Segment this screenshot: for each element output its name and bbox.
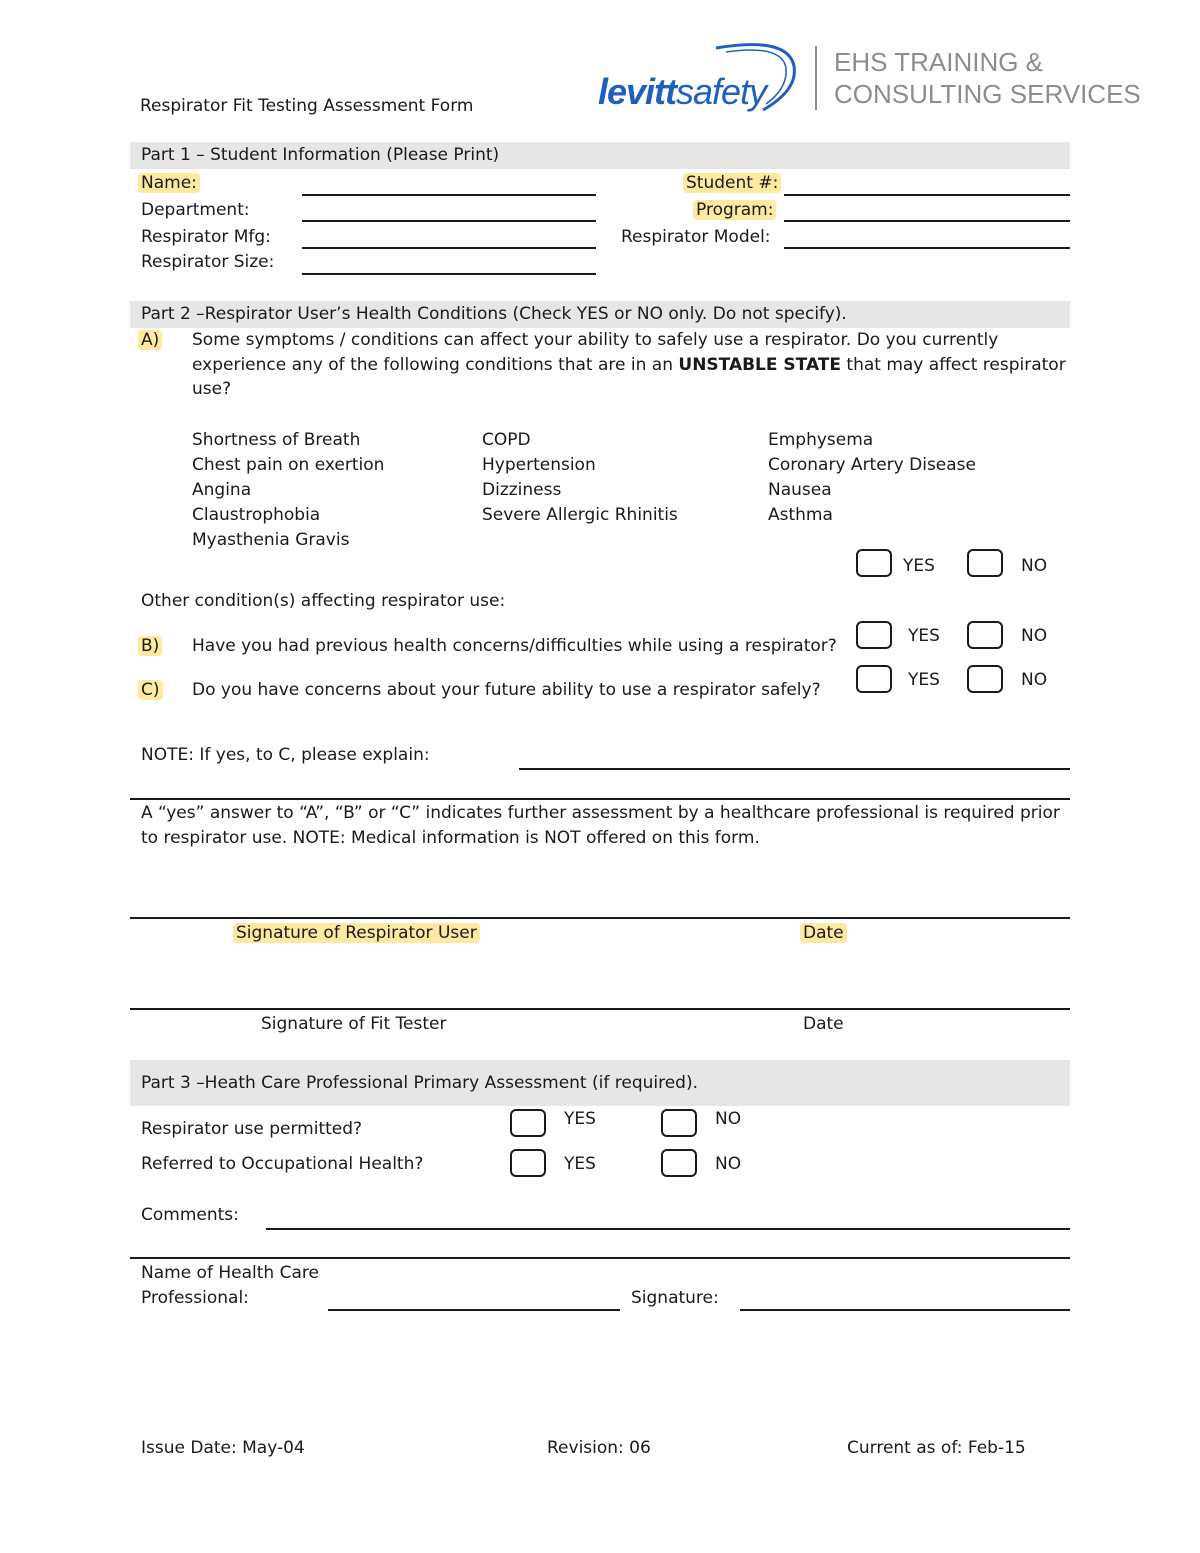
part3-heading: Part 3 –Heath Care Professional Primary Assessment (if required).	[141, 1073, 699, 1093]
note-explain-label: NOTE: If yes, to C, please explain:	[141, 745, 430, 765]
condition-item: Myasthenia Gravis	[192, 530, 350, 550]
question-c-no-checkbox[interactable]	[967, 665, 1003, 693]
program-label: Program:	[696, 199, 776, 221]
question-c-yes-checkbox[interactable]	[856, 665, 892, 693]
logo-brand-light: safety	[676, 71, 767, 112]
condition-item: Asthma	[768, 505, 833, 525]
question-a-line3: use?	[192, 379, 232, 399]
levitt-safety-logo	[598, 38, 803, 118]
student-number-label: Student #:	[686, 172, 781, 194]
form-title: Respirator Fit Testing Assessment Form	[140, 96, 474, 116]
respirator-user-signature-line[interactable]	[130, 917, 1070, 919]
question-c-text: Do you have concerns about your future ability to use a respirator safely?	[192, 680, 821, 700]
yes-label: YES	[908, 626, 940, 646]
permitted-yes-checkbox[interactable]	[510, 1109, 546, 1137]
condition-item: Dizziness	[482, 480, 562, 500]
logo-divider	[815, 46, 817, 110]
fit-tester-date-label: Date	[803, 1014, 844, 1034]
respirator-size-label: Respirator Size:	[141, 252, 275, 272]
respirator-mfg-field[interactable]	[302, 247, 596, 249]
question-a-no-checkbox[interactable]	[967, 549, 1003, 577]
question-a-line1: Some symptoms / conditions can affect your ability to safely use a respirator. Do you currently	[192, 330, 999, 350]
condition-item: Hypertension	[482, 455, 596, 475]
hcp-name-label-line2: Professional:	[141, 1288, 249, 1308]
comments-field[interactable]	[266, 1228, 1070, 1230]
condition-item: Nausea	[768, 480, 832, 500]
part1-heading: Part 1 – Student Information (Please Print)	[141, 145, 500, 165]
yes-answer-note-line2: to respirator use. NOTE: Medical information is NOT offered on this form.	[141, 828, 760, 848]
department-label: Department:	[141, 200, 250, 220]
no-label: NO	[715, 1109, 742, 1129]
other-conditions-label: Other condition(s) affecting respirator use:	[141, 591, 506, 611]
referred-label: Referred to Occupational Health?	[141, 1154, 424, 1174]
no-label: NO	[1021, 556, 1048, 576]
question-c-label: C)	[141, 679, 163, 701]
question-b-no-checkbox[interactable]	[967, 621, 1003, 649]
question-b-yes-checkbox[interactable]	[856, 621, 892, 649]
referred-yes-checkbox[interactable]	[510, 1149, 546, 1177]
fit-tester-signature-line[interactable]	[130, 1008, 1070, 1010]
respirator-user-date-label: Date	[803, 922, 847, 944]
respirator-mfg-label: Respirator Mfg:	[141, 227, 271, 247]
hcp-signature-field[interactable]	[740, 1309, 1070, 1311]
hcp-name-label-line1: Name of Health Care	[141, 1263, 319, 1283]
yes-label: YES	[908, 670, 940, 690]
condition-item: Emphysema	[768, 430, 874, 450]
no-label: NO	[1021, 626, 1048, 646]
current-as-of: Current as of: Feb-15	[847, 1438, 1026, 1458]
name-field[interactable]	[302, 194, 596, 196]
fit-tester-signature-label: Signature of Fit Tester	[261, 1014, 447, 1034]
hcp-name-field[interactable]	[328, 1309, 620, 1311]
hcp-signature-label: Signature:	[631, 1288, 719, 1308]
program-field[interactable]	[784, 220, 1070, 222]
respirator-size-field[interactable]	[302, 273, 596, 275]
revision: Revision: 06	[547, 1438, 651, 1458]
condition-item: Coronary Artery Disease	[768, 455, 976, 475]
no-label: NO	[715, 1154, 742, 1174]
condition-item: COPD	[482, 430, 531, 450]
logo-tagline-2: CONSULTING SERVICES	[834, 79, 1141, 109]
permitted-no-checkbox[interactable]	[661, 1109, 697, 1137]
respirator-permitted-label: Respirator use permitted?	[141, 1119, 363, 1139]
yes-label: YES	[903, 556, 935, 576]
respirator-model-label: Respirator Model:	[621, 227, 771, 247]
referred-no-checkbox[interactable]	[661, 1149, 697, 1177]
note-explain-field[interactable]	[519, 768, 1070, 770]
condition-item: Chest pain on exertion	[192, 455, 385, 475]
divider	[130, 798, 1070, 800]
respirator-model-field[interactable]	[784, 247, 1070, 249]
logo-tagline-1: EHS TRAINING &	[834, 47, 1044, 77]
yes-answer-note-line1: A “yes” answer to “A”, “B” or “C” indicates further assessment by a healthcare professional is required prior	[141, 803, 1060, 823]
student-number-field[interactable]	[784, 194, 1070, 196]
name-label: Name:	[141, 172, 200, 194]
yes-label: YES	[564, 1154, 596, 1174]
part2-heading: Part 2 –Respirator User’s Health Conditions (Check YES or NO only. Do not specify).	[141, 304, 847, 324]
comments-label: Comments:	[141, 1205, 239, 1225]
condition-item: Severe Allergic Rhinitis	[482, 505, 678, 525]
question-a-yes-checkbox[interactable]	[856, 549, 892, 577]
no-label: NO	[1021, 670, 1048, 690]
question-a-label: A)	[141, 329, 162, 351]
condition-item: Angina	[192, 480, 252, 500]
condition-item: Shortness of Breath	[192, 430, 361, 450]
question-b-label: B)	[141, 635, 162, 657]
question-b-text: Have you had previous health concerns/difficulties while using a respirator?	[192, 636, 837, 656]
yes-label: YES	[564, 1109, 596, 1129]
respirator-user-signature-label: Signature of Respirator User	[236, 922, 480, 944]
question-a-line2: experience any of the following conditions that are in an UNSTABLE STATE that may affect respirator	[192, 355, 1066, 375]
department-field[interactable]	[302, 220, 596, 222]
condition-item: Claustrophobia	[192, 505, 321, 525]
divider	[130, 1257, 1070, 1259]
logo-brand-bold: levitt	[598, 71, 677, 112]
issue-date: Issue Date: May-04	[141, 1438, 305, 1458]
